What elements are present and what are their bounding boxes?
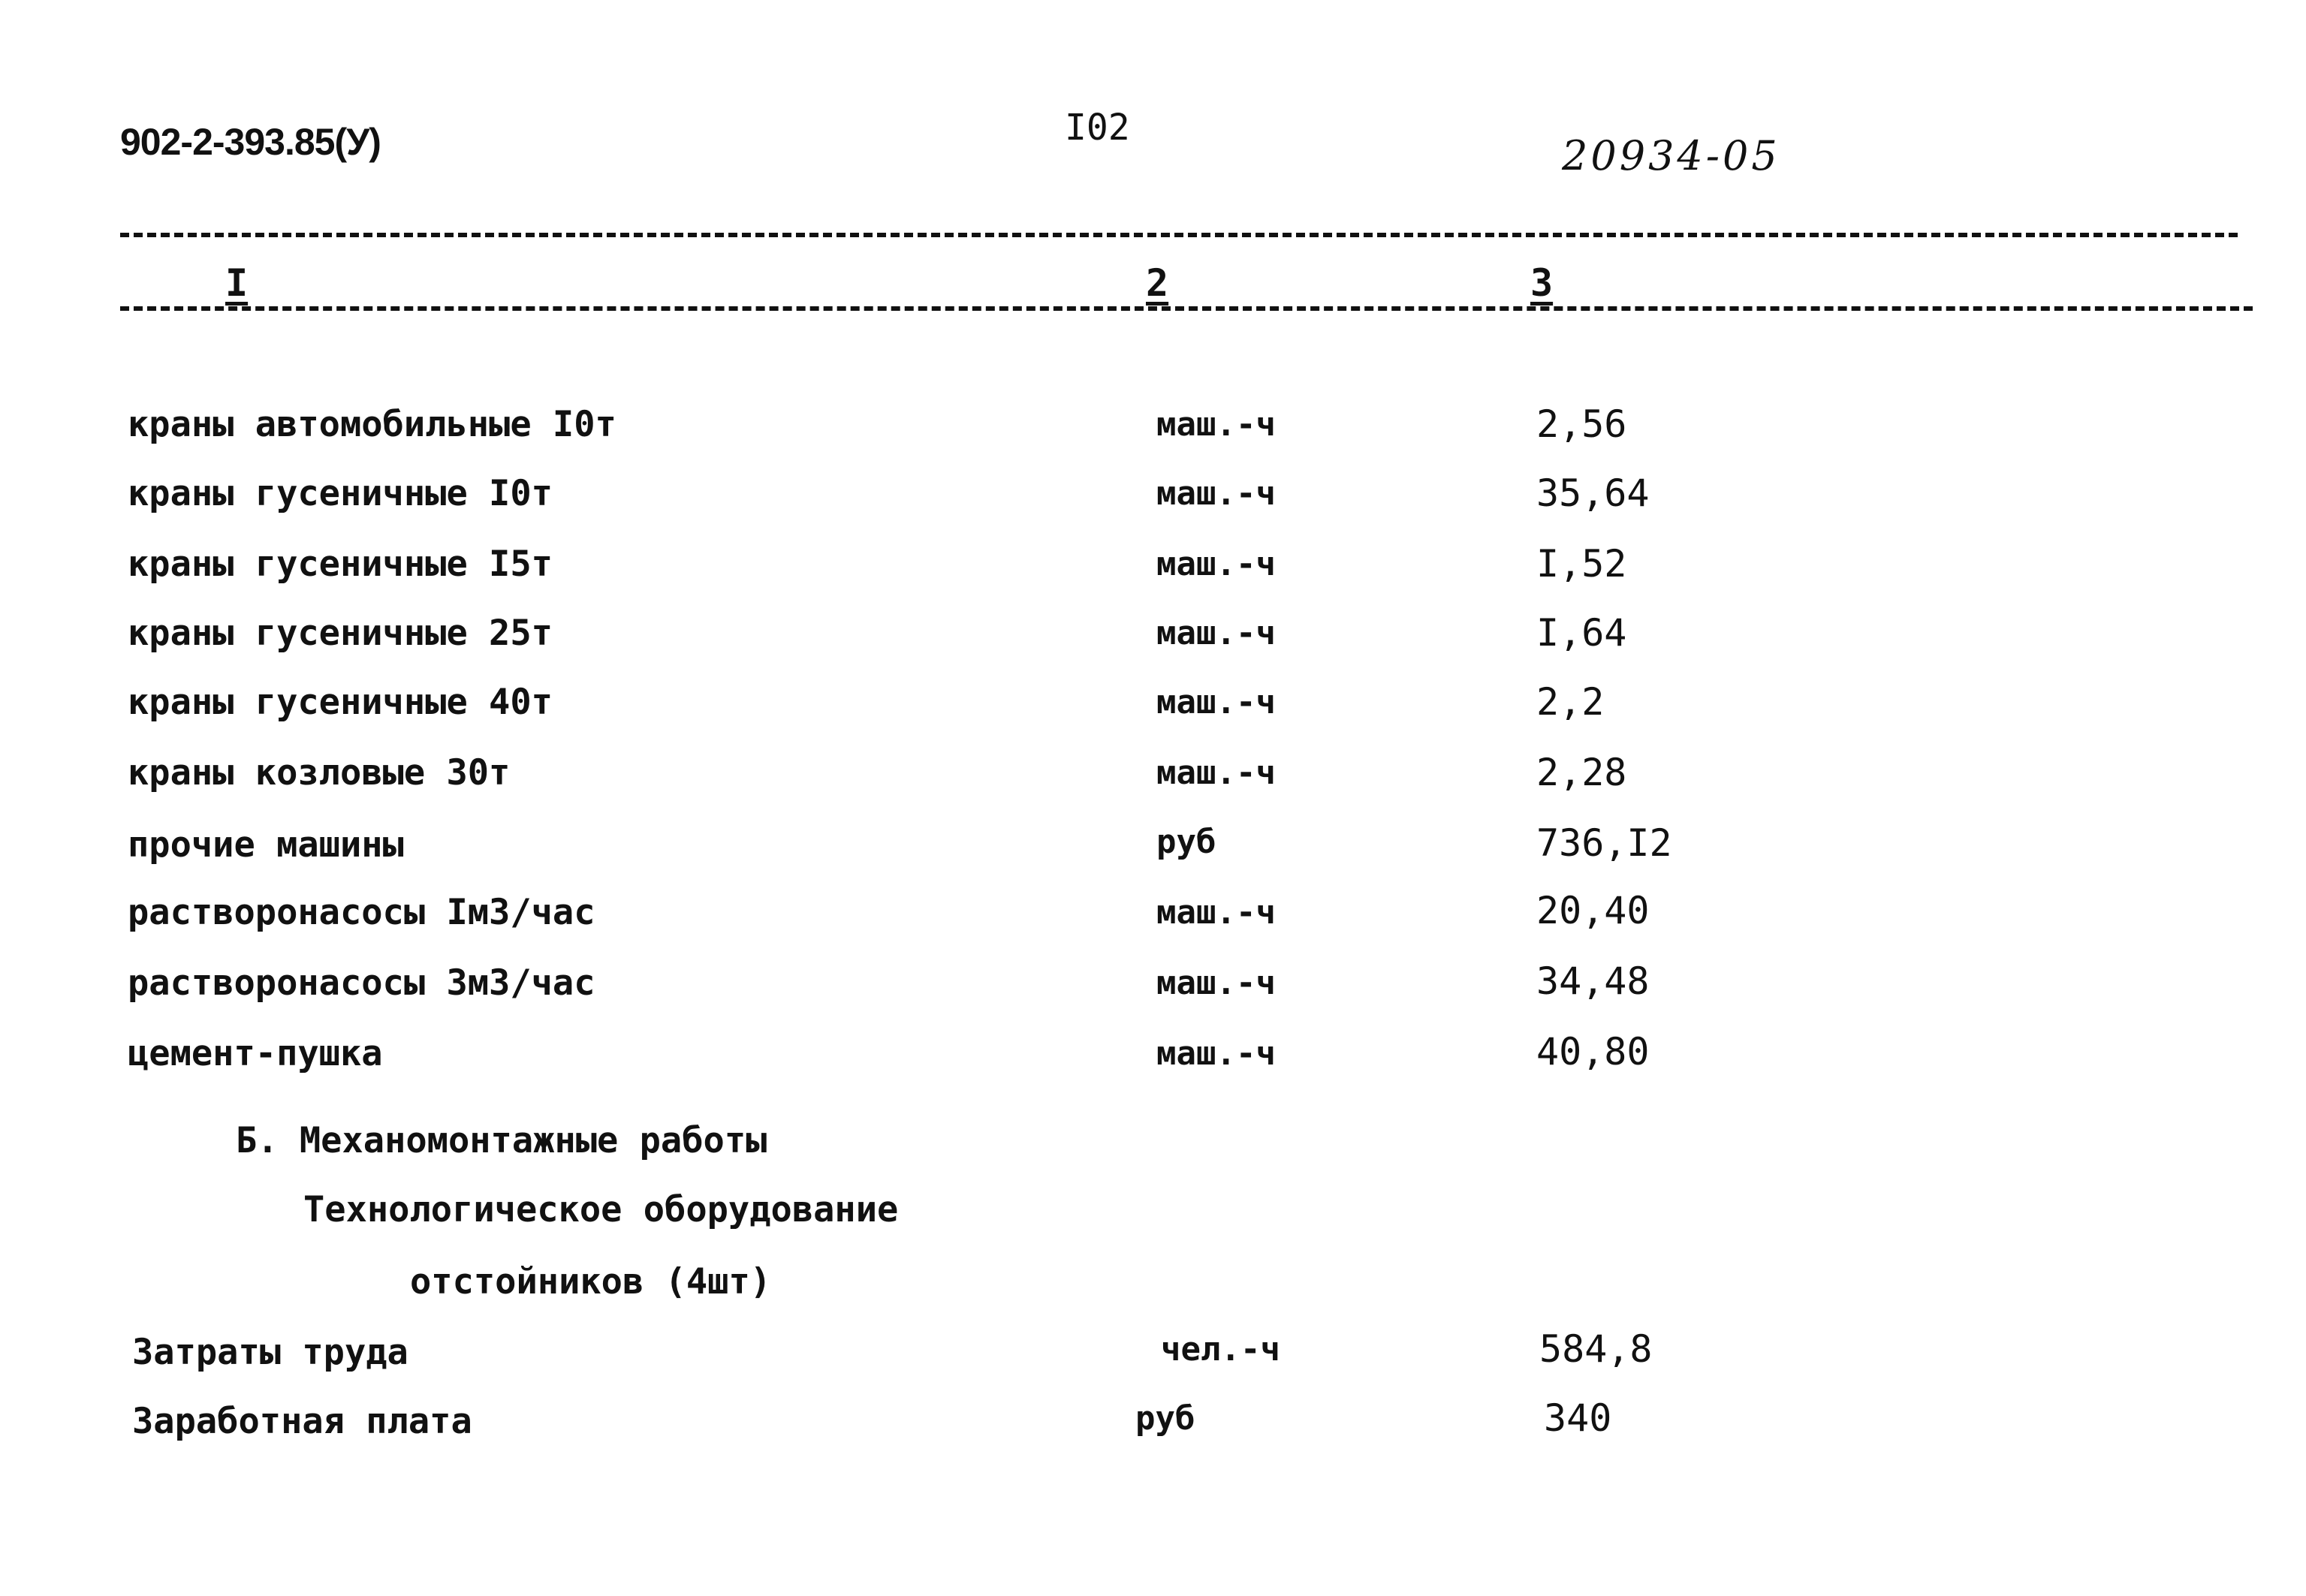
table-header-rule	[120, 306, 2253, 311]
handwritten-number: 20934-05	[1562, 132, 1780, 179]
row-name: цемент-пушка	[128, 1033, 383, 1074]
row-value: 2,2	[1536, 680, 1605, 724]
row-name: краны гусеничные 40т	[128, 682, 553, 723]
row-value: 35,64	[1536, 471, 1650, 515]
row-value: 2,28	[1536, 751, 1627, 794]
row-value: 736,I2	[1536, 821, 1672, 865]
section-subtitle: Технологическое оборудование	[303, 1189, 899, 1230]
row-name: краны гусеничные I5т	[128, 544, 553, 585]
row-unit: маш.-ч	[1156, 964, 1276, 1002]
row-unit: руб	[1135, 1399, 1195, 1438]
column-header-3: 3	[1530, 261, 1554, 305]
row-name: краны гусеничные 25т	[128, 613, 553, 654]
row-name: краны автомобильные I0т	[128, 404, 616, 445]
row-value: 40,80	[1536, 1030, 1650, 1074]
row-value: 340	[1544, 1396, 1612, 1440]
row-value: 2,56	[1536, 402, 1627, 446]
row-unit: маш.-ч	[1156, 754, 1276, 792]
column-header-2: 2	[1146, 261, 1169, 305]
row-unit: маш.-ч	[1156, 683, 1276, 721]
row-unit: маш.-ч	[1156, 474, 1276, 513]
row-value: 584,8	[1539, 1327, 1653, 1371]
row-unit: руб	[1156, 823, 1216, 861]
row-name: краны козловые 30т	[128, 752, 511, 793]
row-unit: маш.-ч	[1156, 614, 1276, 652]
row-name: растворонасосы 3мЗ/час	[128, 962, 595, 1004]
section-subtitle: отстойников (4шт)	[410, 1261, 772, 1302]
row-name: прочие машины	[128, 824, 404, 866]
document-code: 902-2-393.85(У)	[120, 121, 381, 163]
row-value: 20,40	[1536, 889, 1650, 932]
row-unit: чел.-ч	[1161, 1330, 1280, 1369]
table-top-rule	[120, 233, 2238, 237]
row-name: Заработная плата	[132, 1401, 472, 1442]
row-unit: маш.-ч	[1156, 893, 1276, 932]
page-number: I02	[1065, 107, 1130, 149]
section-title: Б. Механомонтажные работы	[236, 1120, 767, 1161]
row-unit: маш.-ч	[1156, 405, 1276, 444]
row-value: I,52	[1536, 542, 1627, 586]
row-value: I,64	[1536, 611, 1627, 655]
row-unit: маш.-ч	[1156, 545, 1276, 583]
row-value: 34,48	[1536, 959, 1650, 1003]
row-unit: маш.-ч	[1156, 1034, 1276, 1073]
row-name: Затраты труда	[132, 1332, 408, 1373]
row-name: краны гусеничные I0т	[128, 473, 553, 514]
column-header-1: I	[225, 261, 249, 305]
row-name: растворонасосы IмЗ/час	[128, 892, 595, 933]
